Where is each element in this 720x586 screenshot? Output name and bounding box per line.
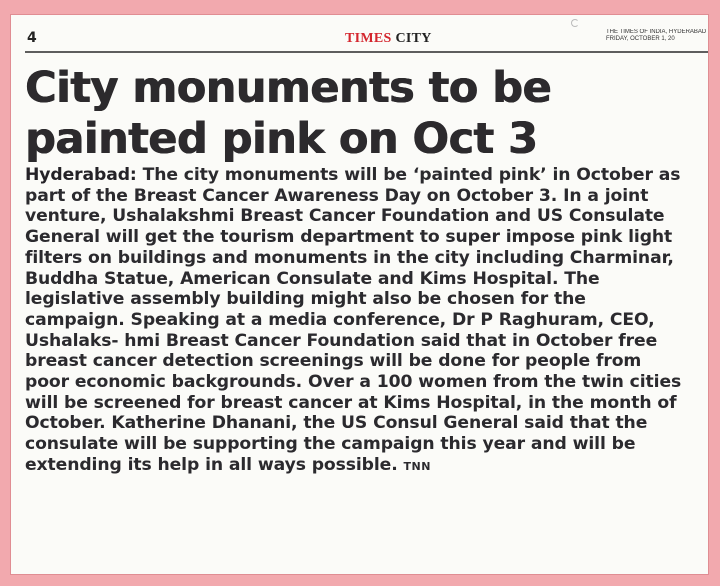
headline-line-1: City monuments to be: [25, 63, 552, 113]
edition-dateline: [606, 29, 706, 43]
headline-line-2: painted pink on Oct 3: [25, 114, 538, 164]
section-title-city: CITY: [395, 31, 432, 46]
article-dateline: Hyderabad:: [25, 165, 137, 185]
edition-line: THE TIMES OF INDIA, HYDERABAD: [606, 29, 706, 35]
newspaper-clipping: [10, 14, 709, 575]
section-title: [345, 31, 432, 47]
page-number: 4: [27, 30, 37, 46]
news-agency-credit: TNN: [403, 459, 431, 473]
headline: [25, 63, 705, 165]
section-title-times: TIMES: [345, 31, 392, 46]
article-text: The city monuments will be ‘painted pink’ in October as part of the Breast Cancer Awareness Day on October 3. In a joint venture, Ushalakshmi Breast Cancer Foundation and US Consulate General will get the tourism department to super impose pink light filters on buildings and monuments in the city including Charminar, Buddha Statue, American Consulate and Kims Hospital. The legislative assembly building might also be chosen for the campaign. Speaking at a media conference, Dr P Raghuram, CEO, Ushalaks- hmi Breast Cancer Foundation said that in October free breast cancer detection screenings will be done for people from poor economic backgrounds. Over a 100 women from the twin cities will be screened for breast cancer at Kims Hospital, in the month of October. Katherine Dhanani, the US Consul General said that the consulate will be supporting the campaign this year and will be extending its help in all ways possible.: [25, 165, 682, 475]
issue-date: FRIDAY, OCTOBER 1, 20: [606, 36, 675, 42]
article-body: [25, 165, 691, 478]
scan-mark: [571, 19, 579, 27]
masthead: [25, 29, 708, 53]
